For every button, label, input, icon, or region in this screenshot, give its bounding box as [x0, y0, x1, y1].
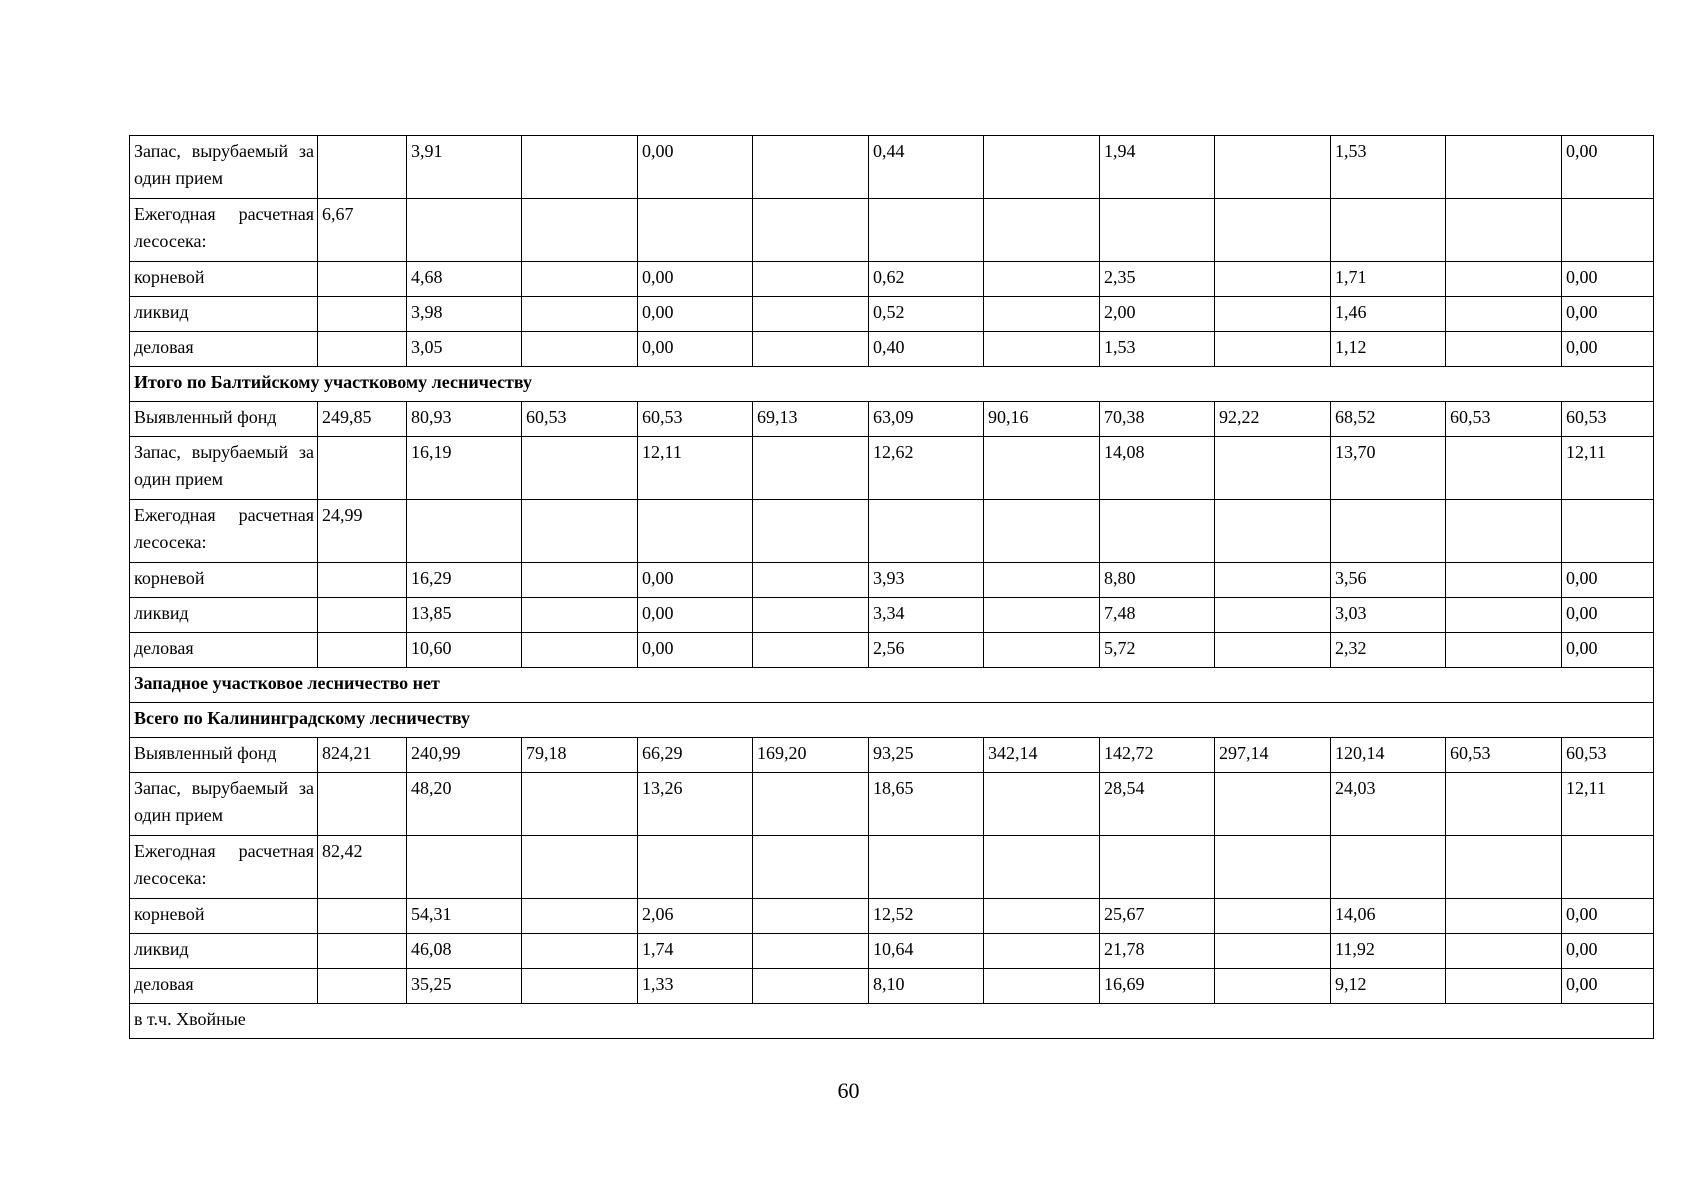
table-cell: 0,00: [1562, 598, 1654, 633]
table-cell: 14,06: [1331, 899, 1446, 934]
table-cell: [984, 262, 1100, 297]
table-cell: [522, 598, 638, 633]
table-cell: [638, 836, 753, 899]
table-row: [130, 136, 1654, 199]
row-label: деловая: [130, 969, 318, 1004]
table-body: [130, 136, 1654, 1039]
table-cell: 9,12: [1331, 969, 1446, 1004]
table-row: [130, 633, 1654, 668]
row-label: деловая: [130, 633, 318, 668]
table-cell: 120,14: [1331, 738, 1446, 773]
table-cell: [984, 836, 1100, 899]
table-cell: [318, 969, 407, 1004]
table-cell: 90,16: [984, 402, 1100, 437]
table-cell: [1331, 199, 1446, 262]
row-label: деловая: [130, 332, 318, 367]
table-cell: [869, 199, 984, 262]
table-cell: [1215, 500, 1331, 563]
row-label: Ежегодная расчетная лесосека:: [130, 500, 318, 563]
table-cell: [1215, 899, 1331, 934]
table-cell: 0,00: [1562, 563, 1654, 598]
table-cell: 54,31: [407, 899, 522, 934]
table-cell: 10,60: [407, 633, 522, 668]
row-label: Ежегодная расчетная лесосека:: [130, 836, 318, 899]
table-cell: 79,18: [522, 738, 638, 773]
table-cell: 297,14: [1215, 738, 1331, 773]
row-label: корневой: [130, 563, 318, 598]
table-cell: 1,53: [1331, 136, 1446, 199]
table-cell: 16,69: [1100, 969, 1215, 1004]
table-cell: [753, 136, 869, 199]
table-cell: 10,64: [869, 934, 984, 969]
table-cell: [753, 500, 869, 563]
table-cell: [1331, 500, 1446, 563]
table-cell: [1446, 297, 1562, 332]
table-cell: 5,72: [1100, 633, 1215, 668]
table-cell: [753, 633, 869, 668]
table-cell: 63,09: [869, 402, 984, 437]
table-cell: 0,40: [869, 332, 984, 367]
table-cell: 8,10: [869, 969, 984, 1004]
table-cell: [984, 563, 1100, 598]
table-cell: [1215, 297, 1331, 332]
table-cell: 1,46: [1331, 297, 1446, 332]
table-cell: [1215, 836, 1331, 899]
table-cell: 16,19: [407, 437, 522, 500]
table-cell: 70,38: [1100, 402, 1215, 437]
table-cell: 12,11: [638, 437, 753, 500]
table-cell: 11,92: [1331, 934, 1446, 969]
row-label: ликвид: [130, 297, 318, 332]
table-cell: [753, 332, 869, 367]
table-cell: [318, 297, 407, 332]
table-row: [130, 738, 1654, 773]
table-cell: 13,85: [407, 598, 522, 633]
table-row: [130, 563, 1654, 598]
table-cell: 0,00: [1562, 297, 1654, 332]
table-cell: [1215, 563, 1331, 598]
table-cell: 6,67: [318, 199, 407, 262]
table-row: [130, 836, 1654, 899]
table-cell: [318, 633, 407, 668]
page-number: 60: [837, 1078, 860, 1103]
table-cell: [318, 332, 407, 367]
table-cell: 60,53: [1562, 402, 1654, 437]
table-cell: 46,08: [407, 934, 522, 969]
table-cell: 0,62: [869, 262, 984, 297]
table-row: [130, 402, 1654, 437]
table-cell: 93,25: [869, 738, 984, 773]
table-cell: [984, 297, 1100, 332]
table-cell: 0,00: [638, 297, 753, 332]
table-cell: [1215, 136, 1331, 199]
table-row: [130, 598, 1654, 633]
table-cell: 80,93: [407, 402, 522, 437]
table-cell: 21,78: [1100, 934, 1215, 969]
table-cell: [1446, 899, 1562, 934]
table-cell: [522, 899, 638, 934]
table-cell: 14,08: [1100, 437, 1215, 500]
table-cell: [318, 262, 407, 297]
table-cell: 68,52: [1331, 402, 1446, 437]
table-cell: 48,20: [407, 773, 522, 836]
table-cell: [1100, 836, 1215, 899]
table-cell: [984, 934, 1100, 969]
table-cell: 1,94: [1100, 136, 1215, 199]
table-cell: [1215, 773, 1331, 836]
table-cell: [1562, 500, 1654, 563]
table-cell: 0,00: [638, 563, 753, 598]
table-cell: [1100, 500, 1215, 563]
table-cell: [1446, 262, 1562, 297]
table-cell: 25,67: [1100, 899, 1215, 934]
table-cell: 8,80: [1100, 563, 1215, 598]
table-cell: [1446, 598, 1562, 633]
table-cell: 69,13: [753, 402, 869, 437]
table-cell: 1,74: [638, 934, 753, 969]
table-cell: 13,70: [1331, 437, 1446, 500]
table-row: [130, 199, 1654, 262]
table-cell: 60,53: [638, 402, 753, 437]
table-cell: 0,00: [1562, 899, 1654, 934]
table-cell: 1,33: [638, 969, 753, 1004]
row-label: ликвид: [130, 598, 318, 633]
table-cell: 0,00: [1562, 332, 1654, 367]
section-row: [130, 703, 1654, 738]
table-cell: [318, 563, 407, 598]
table-cell: 3,34: [869, 598, 984, 633]
table-cell: [522, 437, 638, 500]
table-cell: [1446, 437, 1562, 500]
table-cell: [984, 899, 1100, 934]
table-cell: 240,99: [407, 738, 522, 773]
table-cell: 0,00: [1562, 934, 1654, 969]
table-cell: 12,11: [1562, 773, 1654, 836]
table-cell: [753, 563, 869, 598]
table-cell: [638, 199, 753, 262]
table-cell: [753, 262, 869, 297]
table-cell: [522, 969, 638, 1004]
table-cell: 92,22: [1215, 402, 1331, 437]
table-row: [130, 332, 1654, 367]
table-cell: [1446, 633, 1562, 668]
table-cell: 0,00: [638, 332, 753, 367]
table-cell: [984, 332, 1100, 367]
table-cell: [1331, 836, 1446, 899]
table-cell: [638, 500, 753, 563]
table-cell: [753, 773, 869, 836]
table-cell: [522, 934, 638, 969]
table-cell: [1446, 563, 1562, 598]
table-cell: [522, 836, 638, 899]
table-cell: 3,98: [407, 297, 522, 332]
table-cell: [1215, 199, 1331, 262]
table-cell: [318, 934, 407, 969]
table-cell: 60,53: [1446, 402, 1562, 437]
table-cell: 7,48: [1100, 598, 1215, 633]
table-cell: 12,11: [1562, 437, 1654, 500]
table-cell: [318, 598, 407, 633]
table-cell: 0,00: [1562, 136, 1654, 199]
table-cell: [1446, 836, 1562, 899]
section-row: [130, 668, 1654, 703]
table-cell: 3,93: [869, 563, 984, 598]
table-cell: [522, 332, 638, 367]
table-cell: [318, 136, 407, 199]
table-cell: [753, 836, 869, 899]
table-cell: [1446, 934, 1562, 969]
table-row: [130, 262, 1654, 297]
table-cell: [753, 598, 869, 633]
table-cell: [1562, 199, 1654, 262]
table-cell: 1,53: [1100, 332, 1215, 367]
row-label: корневой: [130, 262, 318, 297]
table-cell: [522, 136, 638, 199]
table-cell: 2,35: [1100, 262, 1215, 297]
table-cell: [984, 633, 1100, 668]
forestry-data-table: [129, 135, 1654, 1039]
table-cell: 3,03: [1331, 598, 1446, 633]
table-cell: 2,56: [869, 633, 984, 668]
table-cell: [753, 199, 869, 262]
table-cell: 60,53: [522, 402, 638, 437]
table-cell: [318, 437, 407, 500]
table-cell: [984, 199, 1100, 262]
table-cell: 2,06: [638, 899, 753, 934]
table-cell: 0,00: [638, 262, 753, 297]
table-cell: [522, 262, 638, 297]
table-cell: 18,65: [869, 773, 984, 836]
table-cell: 3,05: [407, 332, 522, 367]
table-cell: [1215, 332, 1331, 367]
section-title: Западное участковое лесничество нет: [130, 668, 1654, 703]
table-cell: 4,68: [407, 262, 522, 297]
table-cell: 2,32: [1331, 633, 1446, 668]
row-label: ликвид: [130, 934, 318, 969]
table-cell: [753, 969, 869, 1004]
table-cell: [1446, 332, 1562, 367]
table-cell: [318, 899, 407, 934]
table-cell: 24,99: [318, 500, 407, 563]
table-cell: 35,25: [407, 969, 522, 1004]
row-label: корневой: [130, 899, 318, 934]
row-label: Запас, вырубаемый за один прием: [130, 437, 318, 500]
table-row: [130, 934, 1654, 969]
table-cell: [1215, 598, 1331, 633]
table-cell: 0,00: [638, 136, 753, 199]
table-cell: [1446, 969, 1562, 1004]
table-cell: 82,42: [318, 836, 407, 899]
table-cell: 249,85: [318, 402, 407, 437]
table-cell: [869, 500, 984, 563]
table-cell: [522, 633, 638, 668]
table-cell: [522, 199, 638, 262]
table-row: [130, 899, 1654, 934]
table-cell: [1100, 199, 1215, 262]
section-title: Итого по Балтийскому участковому лесничеству: [130, 367, 1654, 402]
table-cell: 13,26: [638, 773, 753, 836]
table-cell: 0,00: [1562, 633, 1654, 668]
table-row: [130, 500, 1654, 563]
table-cell: 60,53: [1562, 738, 1654, 773]
table-cell: [1562, 836, 1654, 899]
table-cell: 2,00: [1100, 297, 1215, 332]
table-cell: [1215, 969, 1331, 1004]
table-cell: [753, 934, 869, 969]
table-cell: [522, 773, 638, 836]
section-row: [130, 1004, 1654, 1039]
table-cell: [1215, 934, 1331, 969]
table-cell: 824,21: [318, 738, 407, 773]
table-cell: 1,71: [1331, 262, 1446, 297]
table-cell: [1446, 199, 1562, 262]
table-cell: [984, 437, 1100, 500]
table-cell: [869, 836, 984, 899]
table-cell: 66,29: [638, 738, 753, 773]
row-label: Ежегодная расчетная лесосека:: [130, 199, 318, 262]
table-cell: [407, 199, 522, 262]
table-cell: [984, 969, 1100, 1004]
table-cell: 142,72: [1100, 738, 1215, 773]
table-row: [130, 773, 1654, 836]
table-cell: 60,53: [1446, 738, 1562, 773]
table-cell: 16,29: [407, 563, 522, 598]
table-cell: [1446, 500, 1562, 563]
table-cell: [984, 136, 1100, 199]
table-cell: 3,91: [407, 136, 522, 199]
table-cell: [984, 773, 1100, 836]
table-cell: [753, 899, 869, 934]
section-title: в т.ч. Хвойные: [130, 1004, 1654, 1039]
table-cell: [1446, 773, 1562, 836]
section-title: Всего по Калининградскому лесничеству: [130, 703, 1654, 738]
table-cell: 0,00: [1562, 969, 1654, 1004]
table-cell: 24,03: [1331, 773, 1446, 836]
table-cell: [1215, 437, 1331, 500]
table-cell: 169,20: [753, 738, 869, 773]
row-label: Запас, вырубаемый за один прием: [130, 773, 318, 836]
table-cell: [522, 563, 638, 598]
table-cell: [1215, 633, 1331, 668]
table-cell: [407, 500, 522, 563]
table-cell: 0,00: [1562, 262, 1654, 297]
table-cell: 12,62: [869, 437, 984, 500]
section-row: [130, 367, 1654, 402]
table-cell: [984, 500, 1100, 563]
table-cell: 12,52: [869, 899, 984, 934]
table-cell: [522, 500, 638, 563]
row-label: Выявленный фонд: [130, 738, 318, 773]
table-cell: [407, 836, 522, 899]
table-cell: [318, 773, 407, 836]
table-row: [130, 437, 1654, 500]
table-cell: [1446, 136, 1562, 199]
row-label: Запас, вырубаемый за один прием: [130, 136, 318, 199]
table-cell: [753, 437, 869, 500]
table-cell: 1,12: [1331, 332, 1446, 367]
table-cell: [984, 598, 1100, 633]
table-cell: [522, 297, 638, 332]
table-cell: [1215, 262, 1331, 297]
table-cell: 28,54: [1100, 773, 1215, 836]
table-cell: 0,52: [869, 297, 984, 332]
table-cell: 3,56: [1331, 563, 1446, 598]
table-row: [130, 969, 1654, 1004]
table-row: [130, 297, 1654, 332]
row-label: Выявленный фонд: [130, 402, 318, 437]
table-cell: [753, 297, 869, 332]
table-cell: 342,14: [984, 738, 1100, 773]
table-cell: 0,00: [638, 598, 753, 633]
table-cell: 0,44: [869, 136, 984, 199]
table-cell: 0,00: [638, 633, 753, 668]
